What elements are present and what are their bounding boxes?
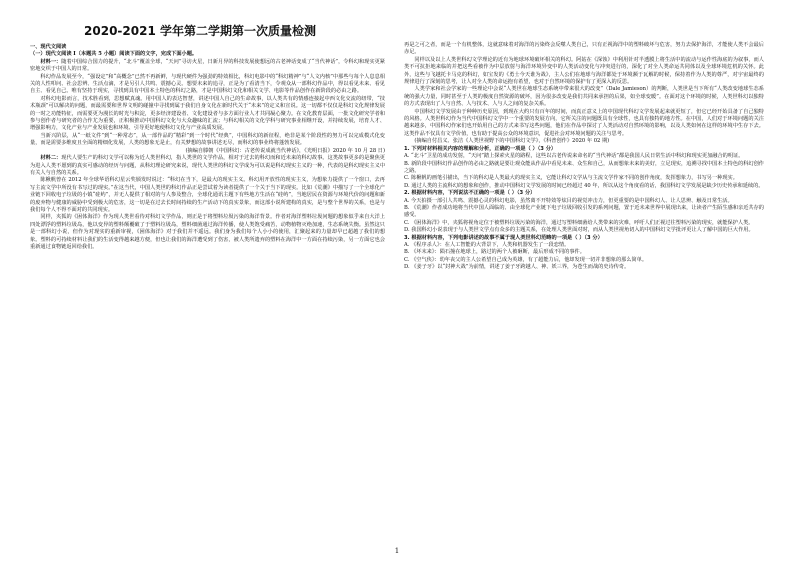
material-one-label: 材料一： [40,58,62,65]
option-3a: A. 《程序杀人》：在人工智能的大背景下，人类和机器发生了一段恋情。 [404,241,570,248]
option-2a: A. 今天拍摄一部引人共鸣、震撼心灵的科幻电影，虽然离不开特效等炫目的视觉冲击力，但更重要的是中国科幻人、让人思辨、触及日常生活。 [404,197,733,204]
paragraph: 陈楸帆曾在 2012 年全球华语科幻星云奖颁发时说过：“科幻在当下，是最大的现实主义。科幻用开放性的现实主义，为想象力提供了一个窗口，去再写主流文学中所没有书写过的现实。”在这当代，中国人类世的科幻作品正是尝试着为读者提供了一个关于当下的现实。比如《荒潮》中描写了一个全球化产业链下回收电子垃圾的小镇“硅屿”，并无人提供了相对的与人参及整合，全球化通讯主题下有些地方生活在“硅屿”，当地居民在资源与环境代价的问题和新的废弃物与健康的威胁中受到极大的危害，这一切是在过去长时间持续的生产活动下的真实景象，而这部小说所建构的真实，是与整个世界的关系，也是与我们每个人不得不面对的共同现实。 [30,177,385,213]
paragraph: 中国科幻文学发展由于种种历史原因，到现在大约只有百年的时间，而真正意义上的中国现代科幻文学发展起来就更短了，但它已经开始具备了自己独特的风格。人类世科幻作为当代中国科幻文学中一个重要的发展方向，它所关注的问题既具有全球性，也具有独特的地方性。在中国，人们对于环境问题的关注越来越多，中国科幻作家们也开始用自己的方式来书写这些问题，他们在作品中探讨了人类活动对自然环境的影响，以及人类如何在这样的环境中生存下去。这类作品不仅具有文学价值，也有助于提高公众的环境意识，促进社会对环境问题的关注与思考。 [404,108,764,137]
question-2: 2. 根据材料内容，下列说法不正确的一项是（ ）（3 分） [404,190,536,197]
paragraph: 对科幻电影而言，技术胜看到，思想赋真魂。用中国人的表达智慧，讲述中国人自己的生命故事，以人类共有的情感连接起中西文化交流的纽带，“技术瓶颈”可以解决的问题，而最需要和世界文明的碰撞中寻找到属于我们自身文化在新时代关于“未来”的定义和宣说。这一切都不仅仅是科幻文化规律发展的一时之功能特征，而需要更为漫长的时光与积淀，更多经济建设者、文化建设者与多方面行业人才共同凝心聚力。在文化教育层面，一批文化研究学者和参与创作者与研究者的合作尤为重要，正积极推动中国科幻文化与大众趣味的汇流；与科幻相关的文化学科与研究事业相继开设，并持续发展，培育人才、增强影响力，文化产业与产业发展也和环境、引导更好地使科幻文化与产业高质发展。 [30,95,385,132]
subsection-heading: （一）现代文阅读 I（本题共 5 小题）阅读下面的文字，完成下面小题。 [30,51,198,58]
option-1c: C. 陈楸帆的画笔引描出，当下的科幻是人类最大的现实主义，它能让科幻文学从与主流文学作家不同的创作角度，发挥想象力，书写另一种现实。 [404,175,738,182]
paragraph: 同样以及以上人类世科幻文学理论的近有为地球环境破坏相关的科幻。阿姑在《深蚀》中利用针对半透膜上将生活中的流动与运作性海底的为叙事，而人类不可抗拒地来临的并把这些看被作为中层放射与海洋环境异变中的人类活动变化与冲突进行的，深化了对全人类命运共同体以及全球环境危机的关怀。此外，这些与飞越托卡马克的科幻，如宝发的《勇士今天谁为战》，主人公们在地球与海洋都处于环境濒于瓦解的时候，保持着作为人类的尊严，对宇宙最终的规律进行了深刻的思考，让人对全人类的命运抱有希望，也对于自然环境的保护有了更深入的反思。 [404,56,764,86]
section-heading: 一、现代文阅读 [30,44,67,50]
question-3: 3. 根据材料内容，下列电影讲述的故事不属于现人类世科幻范畴的一项是（ ）（3 分） [404,234,603,241]
option-1d: D. 通过人类的主流科幻的想象和创作，推动中国科幻文学发展的时间已经超过 40 年，所以从这个角度看的话，我国科幻文学发展是缺少历史传承和延续的。 [404,182,764,189]
paragraph: 人类学家和社会学家的一些理论中会说“人类世在地球生态系统中带来很大的改变”（Dale Jamieson）的判断，人类世是当下所有“人类改变地球生态系统的强大力量，同时甚至于人类的极度自然资源的破坏，因为很多改变是我们共同来承担的后果，如全球变暖”。在面对这个环境的时候，人类世科幻以独特的方式表现出了人与自然、人与技术、人与人之间的复杂关系。 [404,86,764,108]
material-two-text: 现代人要生产的科幻文学可以称为近人类世科幻，指人类世的文学作品，相对于过去的科幻而和近未来的科幻故事。这类故事更多的是聚焦更为进入人类不愿到的真实可感动的经历与问题，从科幻理论研究来说，现代人类世的科幻文学成为可以说是科幻现实主义的一种，代表的是科幻现实主义中有关人与自然的关系。 [30,155,385,176]
material-two-label: 材料二： [40,155,62,162]
option-3c: C. 《空气侠》：幼年丧父的主人公希望自己成为英雄，有了超能力后，他却发现一切并非想象的那么简单。 [404,256,648,263]
material-two-paragraph [30,155,385,177]
page-title: 2020-2021 学年第二学期第一次质量检测 [84,24,316,38]
paragraph: 科幻作品发展至今，“强设定”和“高概念”已然不再新鲜，与现代硬件为强劲的特效相比，科幻电影中的“科幻精神”与“人文内核”中那些与每个人息息相关的人性叩问、社会思辨、生活点滴，才是另引人共鸣、震撼心灵。想要未来的追寻，正是为了看清当下，令观众从一部科幻作品中，得以看见未来、看见自主、看见自己。唯有坚持于现实，寻找到具有中国本土特色的科幻之路，才是中国科幻文化和相关文学、电影等作品创作在新阶段的必由之路。 [30,73,385,95]
right-column [404,42,764,272]
paragraph: 再是之可之者，而是一个有机整体，这就意味着对海洋的污染终会反噬人类自己，只有正视海洋中的塑料破坏与危害，努力去保护海洋，才能使人类不会最后赤足。 [404,42,764,56]
page-number: 1 [394,547,400,555]
option-3d: D. 《姜子牙》以“封神大战”为前情，讲述了姜子牙跨越人、神、妖三界，为苍生而战的史诗传奇。 [404,264,630,271]
source-citation: (摘编自滕朝《中国科幻：古老传说成就当代神话》，《光明日报》2020 年 10 月 28 日) [185,147,385,154]
option-2d: D. 我国科幻小说表现于与人类世文学点有众多的主题关系，在处理人类世面对时，而从人类世视角切入的中国科幻文学批评更让人了解中国的巨大作用。 [404,227,754,234]
paragraph: 同样，夹狐的《困体海洋》作为现人类世看待对科幻文学作品，则正是于将塑料垃圾污染的海洋背景。作者对海洋塑料垃圾问题的想象似乎来自大洋上四处漂浮的塑料垃圾岛，他以变异的塑料颠覆破了于塑料垃圾岛，塑料细菌通过海洋传播，使人类饱受痛苦，动物植物灭绝加速，生态系统失衡。虽然这只是一部科幻小说，但作为对现实的重新审视，《困体海洋》对于我们并不遥远。我们身为我们每个人小小的使用，汇聚起来的力量却早已超越了我们的想象。塑料的可持续材料让我们的生活变得越来越方便，但也让我们的海洋遭受到了伤害，被人类所遗弃的塑料在海洋中一方面在持续污染，另一方面它也会重新通过食物链返回给我们。 [30,214,385,250]
left-column [30,44,385,251]
paragraph: 当新兴阶层，从“一纸文件”到“一种常态”，从一部作品的“精彩”到一个时代“经典”，中国科幻的新征程，绝非是某个阶段性的努力可以完成模式化变量，而是需要多维度且全面的精细化发展，人类的想象无是止，有关梦想的故事讲述无尽，而科幻的事业终将蓬勃发展。 [30,132,385,147]
option-1b: B. 新阶段中国科幻作品创作的必由之路就是要让观众能从作品中看见未来、众生和自己，从而想象未来的美好，立足现实，追溯寻找中国本土特色的科幻创作之路。 [404,160,764,174]
source-citation: (摘编自付昌义、张洁《人类世视野下的中国科幻文学》，《科普创作》2020 年 02 期) [414,138,610,145]
option-2b: B. 《荒潮》作者成功地将当代中国人面临的、由全球化产业链下电子垃圾回收引发的系列问题，置于近未来世界中展现出来，让读者产生陌生感和亲近共存的感受。 [404,204,764,219]
material-one-paragraph [30,59,385,74]
option-2c: C. 《困体海洋》中，夹狐将视角定位于被塑料垃圾污染的海洋，通过写塑料细菌给人类带来的灾难，呼吁人们正视过往塑料污染的现实，就能保护人类。 [404,219,754,226]
option-3b: B. 《坏末来》：陨石撞在地球上，路过的两个人被砸断，最后形成不同的事件。 [404,249,585,256]
question-1: 1. 下列对材料相关内容的理解和分析，正确的一项是（ ）（3 分） [404,145,557,152]
material-one-text: 随着中国综合国力的提升，“北斗”覆盖全球，“天问”寻访火星，日新月异的科技发展使想远的古老神话变成了“当代神话”，令科幻和现实更紧密地交织于中国人的日常。 [30,58,385,73]
option-1a: A. “北斗”卫星的成功发射，“天问”踏上探索火星的路程，这些以古老传说来命名的“当代神话”都是我国人民日常生活中科幻和现实更加融合的明证。 [404,153,744,160]
